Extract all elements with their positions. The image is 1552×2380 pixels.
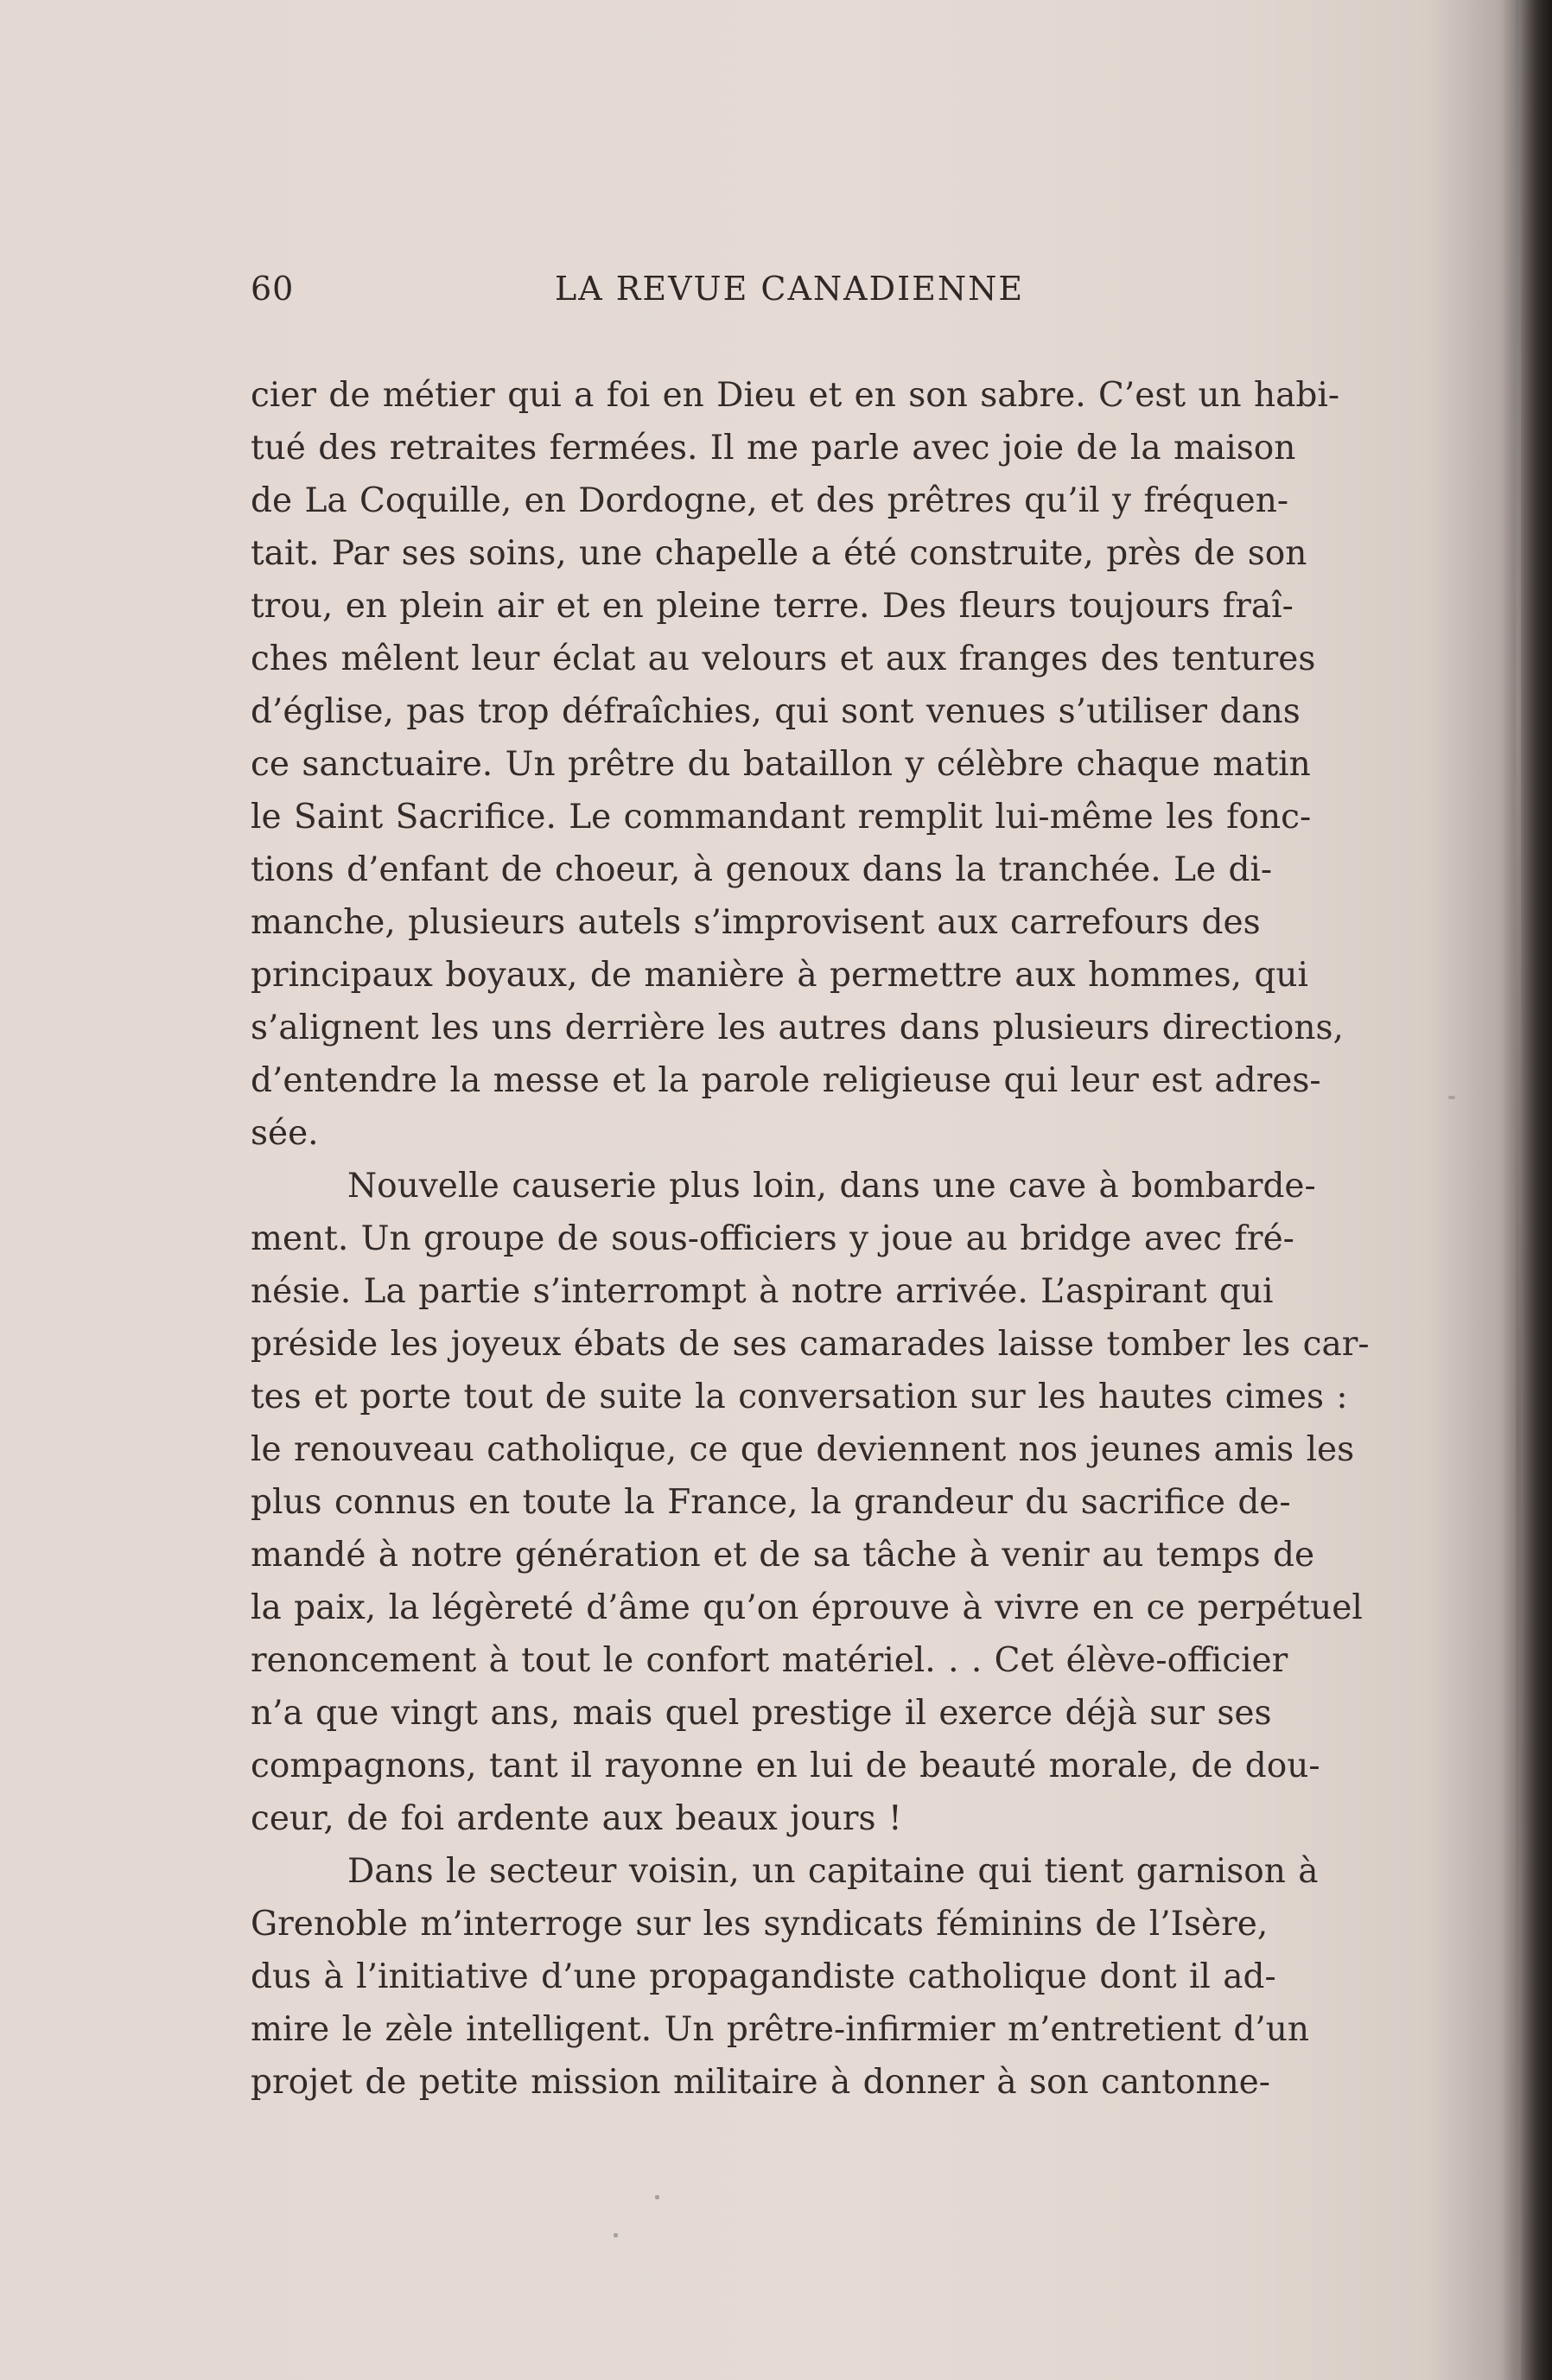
text-line: ches mêlent leur éclat au velours et aux franges des tentures [251,640,1316,678]
text-line: compagnons, tant il rayonne en lui de beauté morale, de dou- [251,1747,1320,1785]
text-line: plus connus en toute la France, la grandeur du sacrifice de- [251,1483,1291,1522]
text-line: manche, plusieurs autels s’improvisent aux carrefours des [251,903,1261,942]
margin-speck [1448,1096,1455,1099]
text-line: cier de métier qui a foi en Dieu et en son sabre. C’est un habi- [251,376,1340,415]
page-header [251,270,1054,315]
text-line: Grenoble m’interroge sur les syndicats féminins de l’Isère, [251,1905,1269,1944]
text-line: tes et porte tout de suite la conversation sur les hautes cimes : [251,1378,1348,1416]
text-line: ceur, de foi ardente aux beaux jours ! [251,1799,902,1838]
text-line: Nouvelle causerie plus loin, dans une cave à bombarde- [347,1167,1316,1206]
text-line: renoncement à tout le confort matériel. . . Cet élève-officier [251,1641,1288,1680]
text-line: s’alignent les uns derrière les autres dans plusieurs directions, [251,1009,1344,1047]
text-line: d’église, pas trop défraîchies, qui sont venues s’utiliser dans [251,692,1301,731]
text-line: ment. Un groupe de sous-officiers y joue au bridge avec fré- [251,1219,1294,1258]
text-line: la paix, la légèreté d’âme qu’on éprouve à vivre en ce perpétuel [251,1588,1363,1627]
text-line: d’entendre la messe et la parole religieuse qui leur est adres- [251,1061,1321,1100]
text-line: n’a que vingt ans, mais quel prestige il exerce déjà sur ses [251,1694,1272,1733]
text-line: préside les joyeux ébats de ses camarades laisse tomber les car- [251,1325,1370,1364]
text-line: trou, en plein air et en pleine terre. Des fleurs toujours fraî- [251,587,1294,626]
text-line: projet de petite mission militaire à donner à son cantonne- [251,2063,1270,2102]
text-line: Dans le secteur voisin, un capitaine qui tient garnison à [347,1852,1319,1891]
text-line: sée. [251,1114,319,1153]
text-line: tait. Par ses soins, une chapelle a été construite, près de son [251,534,1307,573]
text-line: principaux boyaux, de manière à permettre aux hommes, qui [251,956,1308,995]
page-number: 60 [251,270,295,308]
page-gutter-shadow [1502,0,1552,2380]
page-edge [1516,0,1521,2380]
margin-speck [614,2233,618,2237]
text-line: de La Coquille, en Dordogne, et des prêtres qu’il y fréquen- [251,481,1289,520]
text-line: mandé à notre génération et de sa tâche à venir au temps de [251,1536,1315,1575]
running-head: LA REVUE CANADIENNE [555,270,1025,308]
text-line: le Saint Sacrifice. Le commandant remplit lui-même les fonc- [251,798,1312,837]
text-line: nésie. La partie s’interrompt à notre arrivée. L’aspirant qui [251,1272,1274,1311]
text-line: tué des retraites fermées. Il me parle avec joie de la maison [251,429,1296,468]
text-line: le renouveau catholique, ce que deviennent nos jeunes amis les [251,1430,1355,1469]
text-line: tions d’enfant de choeur, à genoux dans la tranchée. Le di- [251,850,1273,889]
text-line: dus à l’initiative d’une propagandiste catholique dont il ad- [251,1957,1276,1996]
body-text [251,369,1370,2109]
text-line: mire le zèle intelligent. Un prêtre-infirmier m’entretient d’un [251,2010,1309,2049]
text-line: ce sanctuaire. Un prêtre du bataillon y célèbre chaque matin [251,745,1311,784]
margin-speck [655,2195,659,2199]
